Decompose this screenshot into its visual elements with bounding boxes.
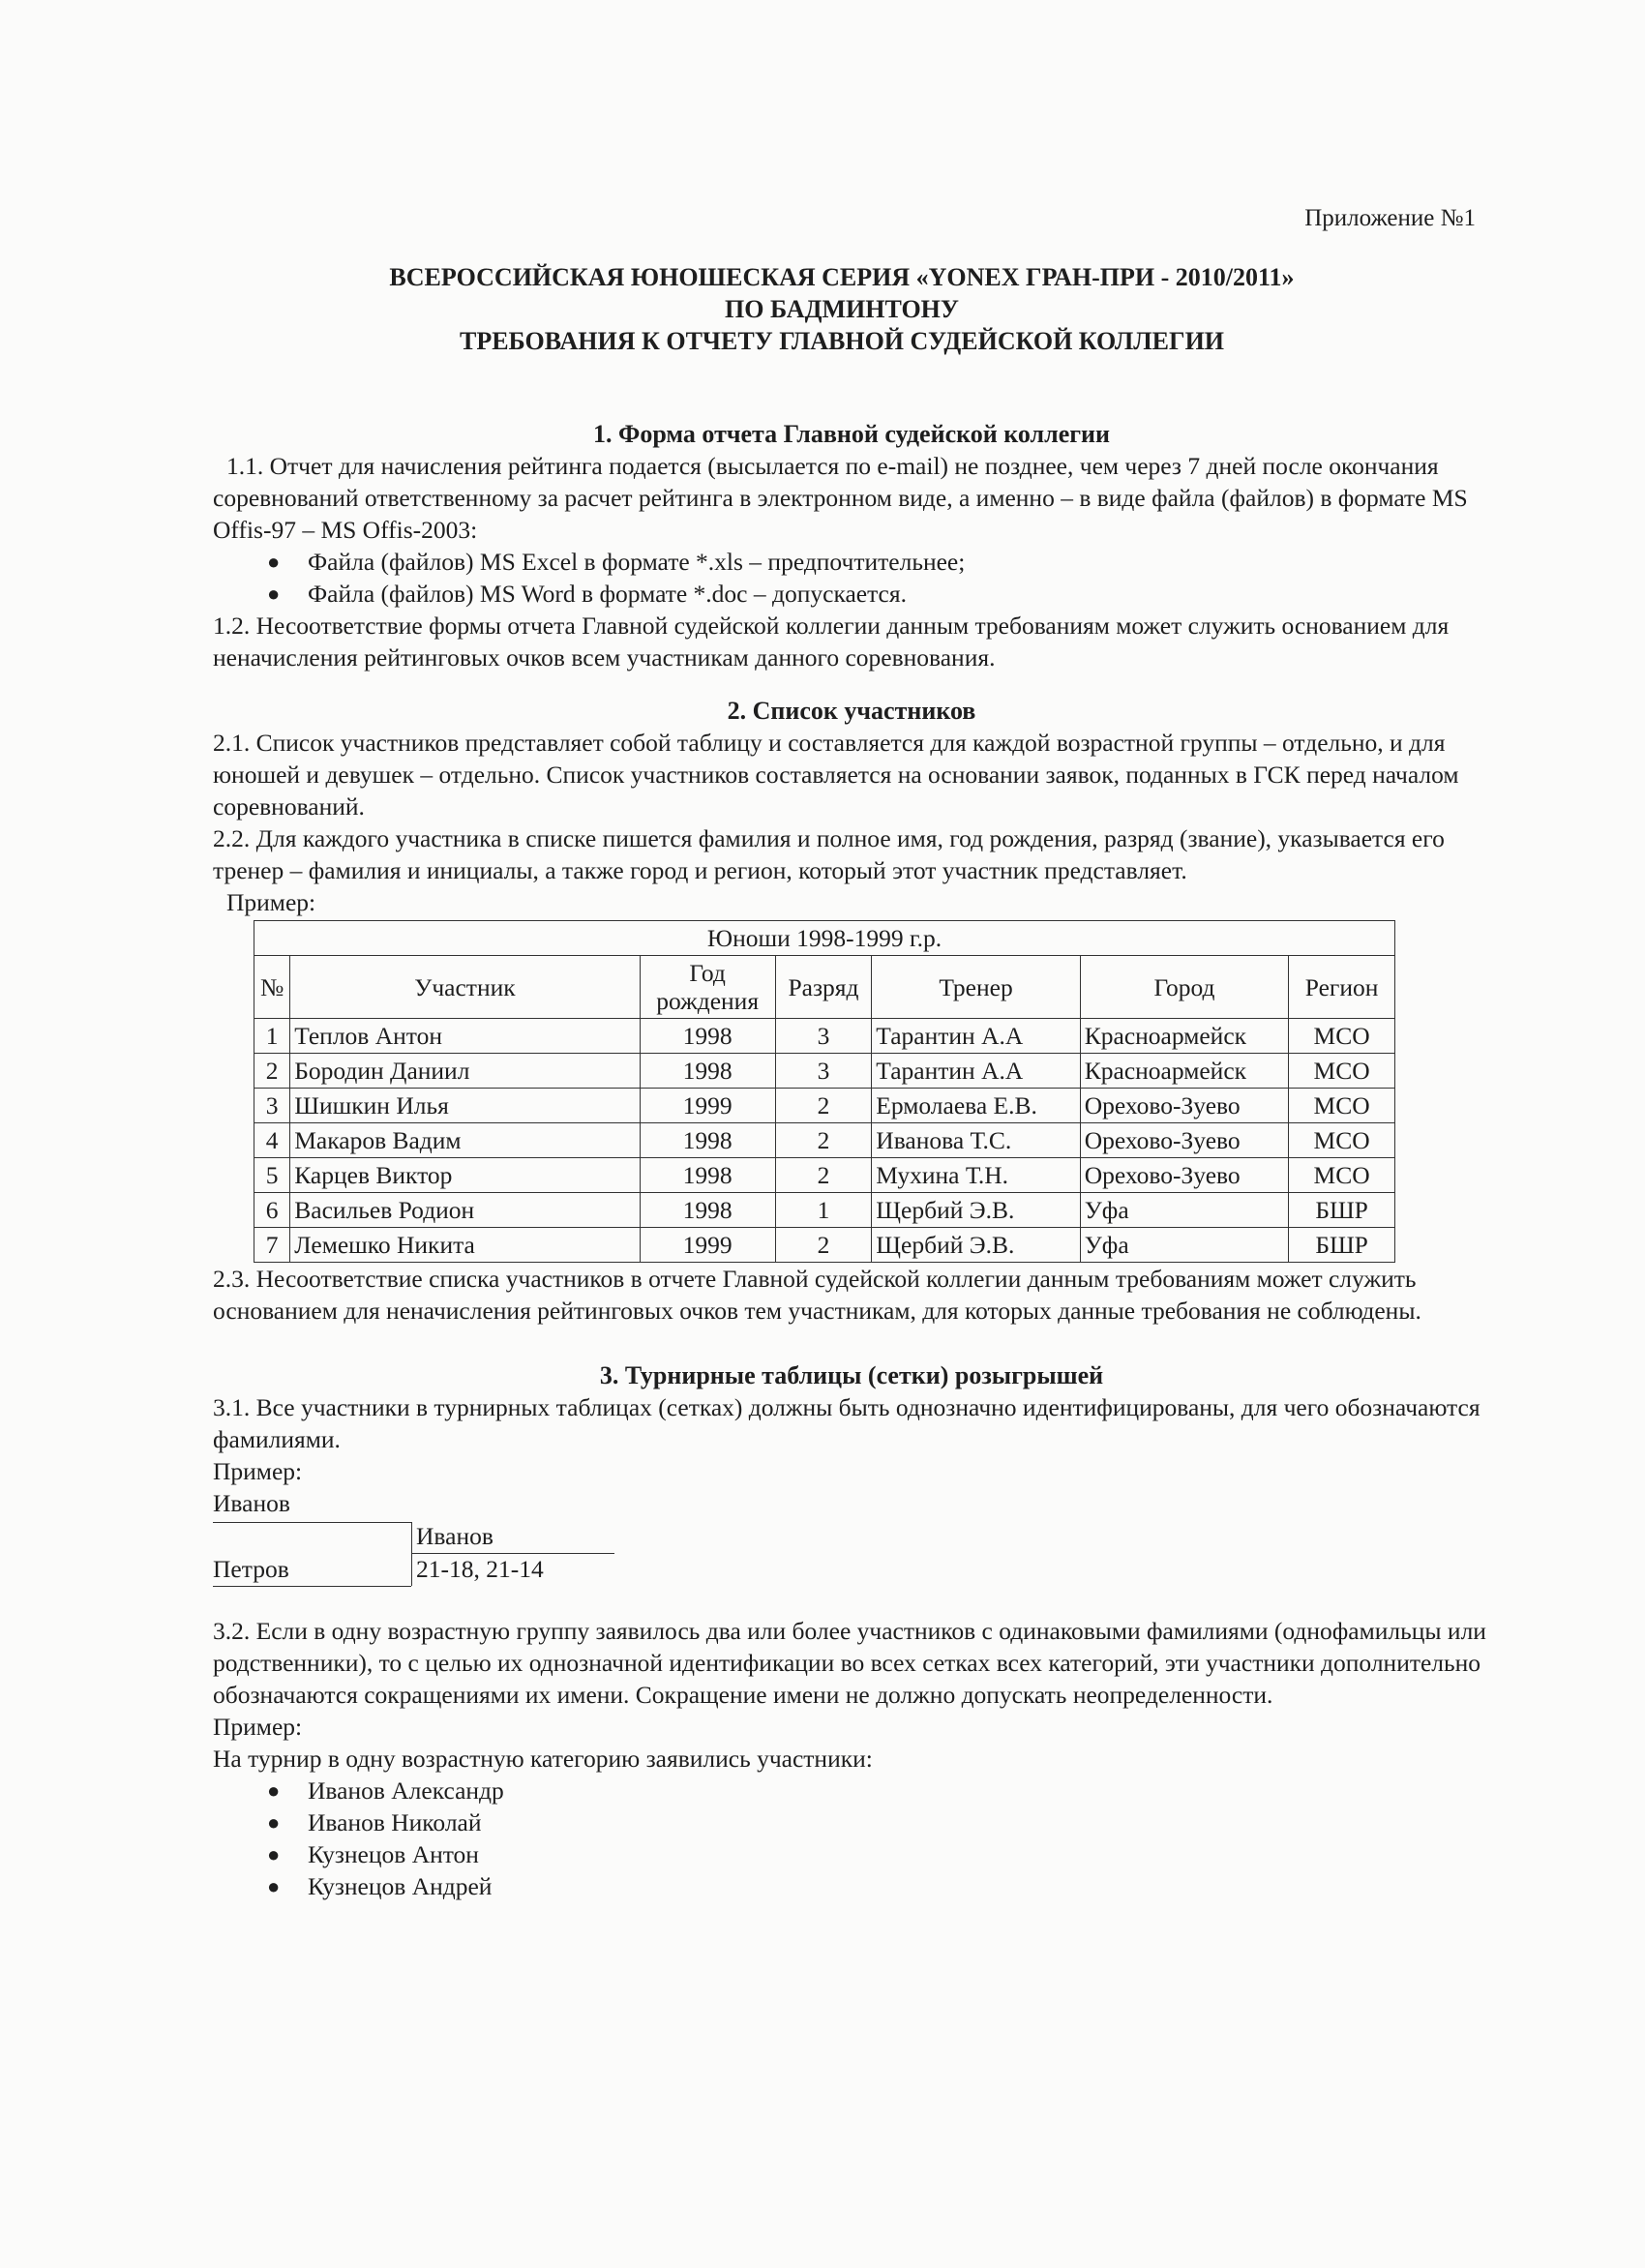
- list-item-text: Иванов Александр: [308, 1776, 504, 1805]
- header-line-1: ВСЕРОССИЙСКАЯ ЮНОШЕСКАЯ СЕРИЯ «YONEX ГРАН-ПРИ - 2010/2011»: [389, 263, 1295, 291]
- cell-name: Шишкин Илья: [290, 1089, 640, 1123]
- document-body: [213, 418, 1490, 1902]
- cell-coach: Тарантин А.А: [872, 1019, 1080, 1054]
- bullet-icon: ●: [267, 1778, 281, 1803]
- cell-rank: 3: [775, 1019, 872, 1054]
- cell-coach: Мухина Т.Н.: [872, 1158, 1080, 1193]
- cell-region: БШР: [1289, 1193, 1395, 1228]
- cell-region: МСО: [1289, 1123, 1395, 1158]
- column-header-city: Город: [1080, 956, 1288, 1019]
- section-3-bullet-list: [213, 1775, 1490, 1902]
- cell-year: 1998: [640, 1019, 775, 1054]
- table-header-row: [254, 956, 1395, 1019]
- bullet-icon: ●: [267, 1842, 281, 1866]
- cell-coach: Тарантин А.А: [872, 1054, 1080, 1089]
- section-2-example-label: Пример:: [226, 888, 316, 916]
- column-header-year: [640, 956, 775, 1019]
- tournament-bracket: [213, 1487, 755, 1615]
- section-2-paragraph-3: 2.3. Несоответствие списка участников в отчете Главной судейской коллегии данным требованиям может служить основанием для неначисления рейтинговых очков тем участникам, для которых данные требования не соблюдены.: [213, 1265, 1421, 1325]
- cell-coach: Щербий Э.В.: [872, 1193, 1080, 1228]
- section-2-title: 2. Список участников: [727, 697, 976, 725]
- cell-year: 1998: [640, 1158, 775, 1193]
- table-row: [254, 1193, 1395, 1228]
- list-item-text: Кузнецов Антон: [308, 1840, 479, 1868]
- cell-name: Васильев Родион: [290, 1193, 640, 1228]
- cell-rank: 2: [775, 1089, 872, 1123]
- cell-region: МСО: [1289, 1089, 1395, 1123]
- document-header: [242, 261, 1442, 357]
- section-3-title: 3. Турнирные таблицы (сетки) розыгрышей: [599, 1361, 1104, 1389]
- cell-year: 1998: [640, 1123, 775, 1158]
- bullet-icon: ●: [267, 1874, 281, 1898]
- cell-rank: 3: [775, 1054, 872, 1089]
- list-item: [263, 1838, 1490, 1870]
- bracket-score: 21-18, 21-14: [416, 1555, 544, 1583]
- cell-name: Карцев Виктор: [290, 1158, 640, 1193]
- column-header-participant: Участник: [290, 956, 640, 1019]
- cell-num: 2: [254, 1054, 290, 1089]
- cell-region: МСО: [1289, 1019, 1395, 1054]
- cell-city: Уфа: [1080, 1193, 1288, 1228]
- bullet-icon: ●: [267, 582, 281, 606]
- bracket-winner: Иванов: [416, 1522, 494, 1550]
- cell-city: Красноармейск: [1080, 1054, 1288, 1089]
- bracket-line: [213, 1522, 411, 1523]
- cell-city: Уфа: [1080, 1228, 1288, 1263]
- bracket-player-2: Петров: [213, 1555, 289, 1583]
- cell-num: 5: [254, 1158, 290, 1193]
- list-item: [263, 546, 1490, 578]
- table-row: [254, 1158, 1395, 1193]
- cell-year: 1998: [640, 1193, 775, 1228]
- cell-year: 1999: [640, 1228, 775, 1263]
- section-3-example-label-1: Пример:: [213, 1457, 303, 1485]
- section-3-example-label-2: Пример:: [213, 1713, 303, 1741]
- list-item-text: Кузнецов Андрей: [308, 1872, 493, 1900]
- cell-num: 4: [254, 1123, 290, 1158]
- cell-city: Орехово-Зуево: [1080, 1123, 1288, 1158]
- cell-coach: Ермолаева Е.В.: [872, 1089, 1080, 1123]
- table-row: [254, 1089, 1395, 1123]
- bullet-icon: ●: [267, 1810, 281, 1835]
- table-row: [254, 1019, 1395, 1054]
- column-header-region: Регион: [1289, 956, 1395, 1019]
- cell-name: Теплов Антон: [290, 1019, 640, 1054]
- table-row: [254, 1123, 1395, 1158]
- table-caption: Юноши 1998-1999 г.р.: [254, 921, 1395, 956]
- column-header-year-line-2: рождения: [656, 987, 760, 1015]
- cell-coach: Щербий Э.В.: [872, 1228, 1080, 1263]
- table-caption-row: [254, 921, 1395, 956]
- list-item: [263, 1775, 1490, 1806]
- list-item-text: Файла (файлов) MS Excel в формате *.xls – предпочтительнее;: [308, 548, 966, 576]
- column-header-year-line-1: Год: [689, 959, 726, 987]
- cell-coach: Иванова Т.С.: [872, 1123, 1080, 1158]
- cell-name: Лемешко Никита: [290, 1228, 640, 1263]
- list-item: [263, 1870, 1490, 1902]
- cell-rank: 2: [775, 1228, 872, 1263]
- section-3-intro: На турнир в одну возрастную категорию заявились участники:: [213, 1745, 873, 1773]
- cell-rank: 1: [775, 1193, 872, 1228]
- cell-rank: 2: [775, 1123, 872, 1158]
- cell-region: МСО: [1289, 1158, 1395, 1193]
- list-item-text: Файла (файлов) MS Word в формате *.doc – допускается.: [308, 580, 907, 608]
- cell-city: Орехово-Зуево: [1080, 1089, 1288, 1123]
- cell-city: Красноармейск: [1080, 1019, 1288, 1054]
- section-1-bullet-list: [213, 546, 1490, 610]
- cell-city: Орехово-Зуево: [1080, 1158, 1288, 1193]
- cell-year: 1998: [640, 1054, 775, 1089]
- bracket-line: [213, 1586, 411, 1587]
- cell-year: 1999: [640, 1089, 775, 1123]
- cell-name: Макаров Вадим: [290, 1123, 640, 1158]
- section-3-paragraph-2: 3.2. Если в одну возрастную группу заявилось два или более участников с одинаковыми фамилиями (однофамильцы или родственники), то с целью их однозначной идентификации во всех сетках всех категорий, эти участники дополнительно обозначаются сокращениями их имени. Сокращение имени не должно допускать неопределенности.: [213, 1617, 1486, 1709]
- cell-region: БШР: [1289, 1228, 1395, 1263]
- table-row: [254, 1228, 1395, 1263]
- section-2-paragraph-1: 2.1. Список участников представляет собой таблицу и составляется для каждой возрастной группы – отдельно, и для юношей и девушек – отдельно. Список участников составляется на основании заявок, поданных в ГСК перед началом соревнований.: [213, 729, 1459, 821]
- bracket-player-1: Иванов: [213, 1489, 290, 1517]
- cell-num: 3: [254, 1089, 290, 1123]
- cell-num: 1: [254, 1019, 290, 1054]
- section-1-paragraph-2: 1.2. Несоответствие формы отчета Главной судейской коллегии данным требованиям может служить основанием для неначисления рейтинговых очков всем участникам данного соревнования.: [213, 612, 1450, 671]
- column-header-coach: Тренер: [872, 956, 1080, 1019]
- cell-region: МСО: [1289, 1054, 1395, 1089]
- bracket-connector: [411, 1522, 412, 1586]
- cell-num: 7: [254, 1228, 290, 1263]
- list-item: [263, 578, 1490, 610]
- appendix-label: Приложение №1: [1304, 205, 1476, 231]
- cell-name: Бородин Даниил: [290, 1054, 640, 1089]
- table-row: [254, 1054, 1395, 1089]
- header-line-2: ПО БАДМИНТОНУ: [725, 295, 959, 323]
- cell-num: 6: [254, 1193, 290, 1228]
- list-item-text: Иванов Николай: [308, 1808, 482, 1836]
- cell-rank: 2: [775, 1158, 872, 1193]
- list-item: [263, 1806, 1490, 1838]
- participants-table: [254, 920, 1395, 1263]
- section-1-title: 1. Форма отчета Главной судейской коллегии: [592, 420, 1110, 448]
- section-2-paragraph-2: 2.2. Для каждого участника в списке пишется фамилия и полное имя, год рождения, разряд (звание), указывается его тренер – фамилия и инициалы, а также город и регион, который этот участник представляет.: [213, 824, 1445, 884]
- column-header-rank: Разряд: [775, 956, 872, 1019]
- column-header-num: №: [254, 956, 290, 1019]
- section-1-paragraph-1: 1.1. Отчет для начисления рейтинга подается (высылается по e-mail) не позднее, чем через 7 дней после окончания соревнований ответственному за расчет рейтинга в электронном виде, а именно – в виде файла (файлов) в формате MS Offis-97 – MS Offis-2003:: [213, 452, 1468, 544]
- bullet-icon: ●: [267, 550, 281, 574]
- section-3-paragraph-1: 3.1. Все участники в турнирных таблицах (сетках) должны быть однозначно идентифицированы, для чего обозначаются фамилиями.: [213, 1393, 1480, 1453]
- header-line-3: ТРЕБОВАНИЯ К ОТЧЕТУ ГЛАВНОЙ СУДЕЙСКОЙ КОЛЛЕГИИ: [459, 327, 1225, 355]
